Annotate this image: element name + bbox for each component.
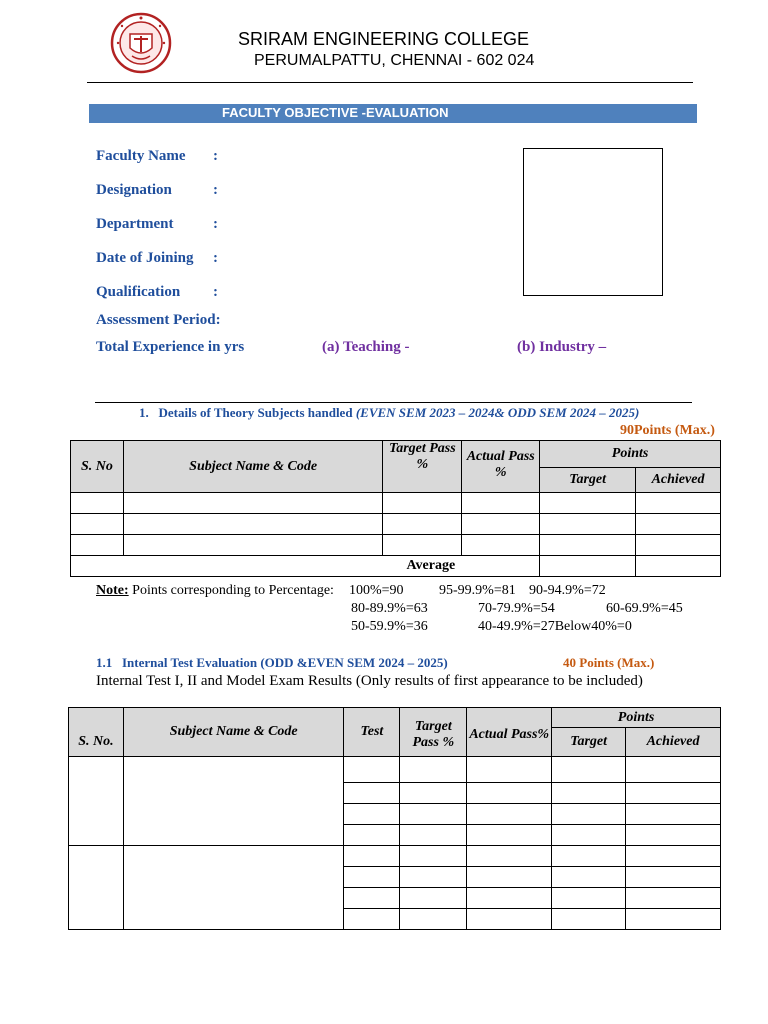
col-target-pass: Target Pass %	[383, 441, 462, 493]
total-experience-label: Total Experience in yrs	[96, 339, 245, 355]
note-label: Note:	[96, 583, 129, 598]
col-points-target: Target	[552, 728, 626, 757]
note-value: 95-99.9%=81	[439, 583, 516, 598]
faculty-name-label: Faculty Name	[96, 148, 186, 164]
note-value: 40-49.9%=27Below40%=0	[478, 619, 632, 634]
note-value: 60-69.9%=45	[606, 601, 683, 616]
photo-placeholder-box[interactable]	[523, 148, 663, 296]
section-divider	[95, 402, 692, 403]
col-subject: Subject Name & Code	[123, 708, 344, 757]
teaching-experience-label: (a) Teaching -	[322, 339, 410, 355]
table-row	[69, 757, 721, 783]
note-intro: Points corresponding to Percentage:	[128, 583, 334, 598]
col-subject: Subject Name & Code	[123, 441, 382, 493]
department-label: Department	[96, 216, 174, 232]
points-note	[96, 583, 334, 599]
col-points-target: Target	[540, 468, 636, 493]
section11-max-points: 40 Points (Max.)	[563, 655, 655, 670]
note-value: 50-59.9%=36	[351, 619, 428, 634]
average-label: Average	[71, 556, 540, 577]
qualification-colon: :	[213, 284, 218, 300]
assessment-period-label: Assessment Period:	[96, 312, 221, 328]
table-row	[71, 493, 721, 514]
designation-label: Designation	[96, 182, 172, 198]
note-value: 70-79.9%=54	[478, 601, 555, 616]
date-of-joining-label: Date of Joining	[96, 250, 194, 266]
col-points: Points	[540, 441, 721, 468]
date-of-joining-colon: :	[213, 250, 218, 266]
section1-period: (EVEN SEM 2023 – 2024& ODD SEM 2024 – 2025)	[355, 405, 640, 420]
section11-title: Internal Test Evaluation (ODD &EVEN SEM 2024 – 2025)	[122, 655, 448, 670]
col-sno: S. No.	[69, 708, 124, 757]
section1-number: 1.	[139, 405, 149, 420]
section1-max-points: 90Points (Max.)	[620, 423, 715, 438]
college-address: PERUMALPATTU, CHENNAI - 602 024	[254, 52, 535, 69]
section11-description: Internal Test I, II and Model Exam Results (Only results of first appearance to be included)	[96, 673, 643, 689]
internal-test-table	[68, 707, 721, 930]
theory-subjects-table	[70, 440, 721, 577]
header-divider	[87, 82, 693, 83]
designation-colon: :	[213, 182, 218, 198]
department-colon: :	[213, 216, 218, 232]
col-sno: S. No	[71, 441, 124, 493]
industry-experience-label: (b) Industry –	[517, 339, 607, 355]
col-test: Test	[344, 708, 400, 757]
form-title-banner	[89, 104, 697, 123]
note-value: 90-94.9%=72	[529, 583, 606, 598]
section1-heading	[139, 405, 639, 421]
col-target-pass: Target Pass %	[400, 708, 467, 757]
col-points-achieved: Achieved	[626, 728, 721, 757]
table-row	[71, 514, 721, 535]
col-points-achieved: Achieved	[636, 468, 721, 493]
note-value: 100%=90	[349, 583, 404, 598]
form-title: FACULTY OBJECTIVE -EVALUATION	[222, 105, 449, 120]
table-row	[71, 535, 721, 556]
qualification-label: Qualification	[96, 284, 181, 300]
average-row	[71, 556, 721, 577]
note-value: 80-89.9%=63	[351, 601, 428, 616]
section11-heading	[96, 655, 448, 671]
section11-number: 1.1	[96, 655, 113, 670]
col-actual-pass: Actual Pass %	[462, 441, 540, 493]
college-logo	[110, 12, 172, 74]
faculty-name-colon: :	[213, 148, 218, 164]
col-points: Points	[552, 708, 721, 728]
col-actual-pass: Actual Pass%	[467, 708, 552, 757]
section1-title: Details of Theory Subjects handled	[158, 405, 353, 420]
table-row	[69, 846, 721, 867]
college-name: SRIRAM ENGINEERING COLLEGE	[238, 29, 530, 49]
